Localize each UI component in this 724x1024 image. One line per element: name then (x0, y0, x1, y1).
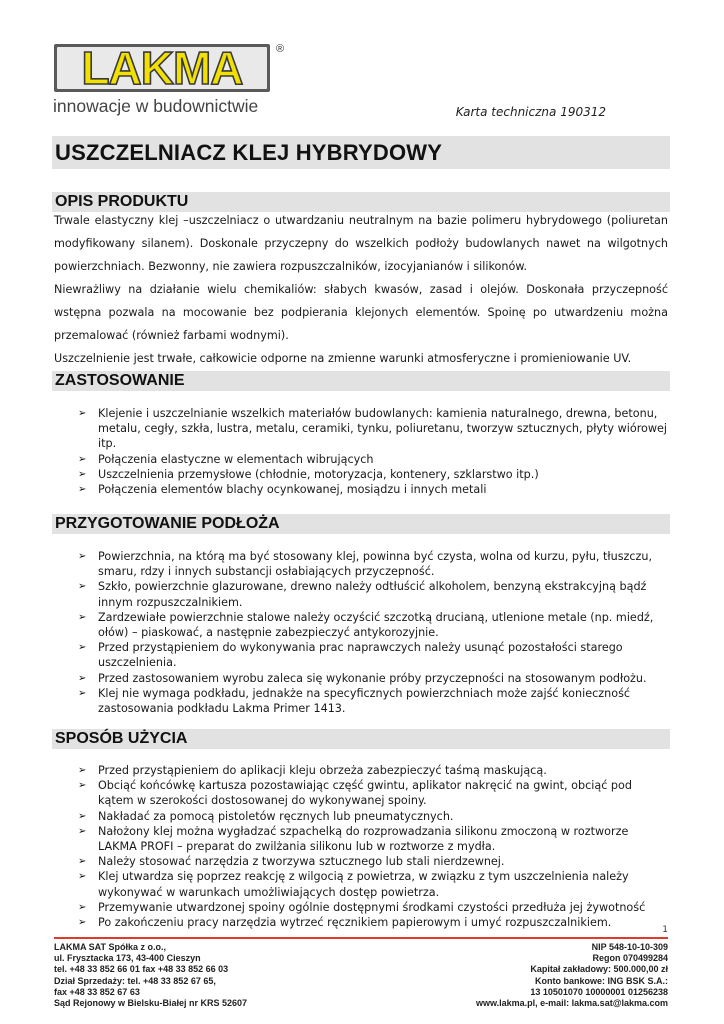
section-header-sposob (52, 729, 670, 749)
section-header-podloze (52, 514, 670, 534)
registration-info-line: Konto bankowe: ING BSK S.A.: (534, 975, 668, 986)
registration-info-line: 13 10501070 10000001 01256238 (530, 986, 668, 997)
section-header-zastosowanie (52, 371, 670, 391)
company-info-line: fax +48 33 852 67 63 (54, 986, 140, 997)
arrow-bullet-icon: ➢ (78, 871, 87, 883)
list-item: ➢ Połączenia elastyczne w elementach wibrujących (78, 452, 374, 466)
arrow-bullet-icon: ➢ (78, 408, 87, 419)
arrow-bullet-icon: ➢ (78, 468, 87, 480)
company-info-line: LAKMA SAT Spółka z o.o., (54, 942, 166, 952)
list-item: ➢ Przed przystąpieniem do aplikacji kleju obrzeża zabezpieczyć taśmą maskującą. (78, 764, 547, 777)
registered-mark: ® (276, 43, 285, 55)
title-band (52, 136, 670, 169)
company-info-line: tel. +48 33 852 66 01 fax +48 33 852 66 03 (54, 964, 229, 975)
section-title-opis: OPIS PRODUKTU (55, 193, 189, 210)
arrow-bullet-icon: ➢ (78, 484, 87, 496)
list-item: ➢ Przed zastosowaniem wyrobu zaleca się wykonanie próby przyczepności na stosowanym podłożu. (78, 671, 647, 685)
section-title-sposob: SPOSÓB UŻYCIA (55, 730, 188, 747)
section-title-zastosowanie: ZASTOSOWANIE (55, 372, 185, 389)
list-item: ➢ Obciąć końcówkę kartusza pozostawiając część gwintu, aplikator nakręcić na gwint, obciąć pod kątem w szerokości dostosowanej do wykonywanej spoiny. (78, 779, 632, 808)
description-paragraph: Uszczelnienie jest trwałe, całkowicie odporne na zmienne warunki atmosferyczne i promieniowanie UV. (54, 352, 632, 365)
list-item: ➢ Po zakończeniu pracy narzędzia wytrzeć ręcznikiem papierowym i umyć rozpuszczalnikiem. (78, 916, 612, 930)
product-description (54, 209, 668, 370)
usage-list (78, 763, 670, 930)
registration-info-line: Kapitał zakładowy: 500.000,00 zł (530, 964, 668, 975)
list-item: ➢ Zardzewiałe powierzchnie stalowe należy oczyścić szczotką drucianą, utlenione metale (np. miedź, ołów) – piaskować, a następnie zabezpieczyć antykorozyjnie. (78, 610, 654, 640)
arrow-bullet-icon: ➢ (78, 453, 87, 465)
description-paragraph: Trwale elastyczny klej –uszczelniacz o utwardzaniu neutralnym na bazie polimeru hybrydowego (poliuretan modyfikowany silanem). Doskonale przyczepny do wszelkich podłoży budowlanych nawet na wilgotnych powierzchniach. Bezwonny, nie zawiera rozpuszczalników, izocyjanianów i silikonów. (54, 214, 668, 273)
arrow-bullet-icon: ➢ (78, 901, 87, 913)
arrow-bullet-icon: ➢ (78, 687, 87, 699)
company-info-line: Dział Sprzedaży: tel. +48 33 852 67 65, (54, 975, 216, 986)
arrow-bullet-icon: ➢ (78, 581, 87, 593)
footer-divider (54, 937, 668, 939)
arrow-bullet-icon: ➢ (78, 765, 87, 776)
document-reference: Karta techniczna 190312 (455, 105, 606, 119)
arrow-bullet-icon: ➢ (78, 551, 87, 562)
arrow-bullet-icon: ➢ (78, 856, 87, 868)
list-item: ➢ Należy stosować narzędzia z tworzywa sztucznego lub stali nierdzewnej. (78, 855, 505, 869)
list-item: ➢ Klej nie wymaga podkładu, jednakże na specyficznych powierzchniach może zajść konieczność zastosowania podkładu Lakma Primer 1413. (78, 686, 631, 716)
arrow-bullet-icon: ➢ (78, 642, 87, 654)
logo-wordmark: LAKMA (81, 42, 243, 94)
list-item: ➢ Nałożony klej można wygładzać szpachelką do rozprowadzania silikonu zmoczoną w roztworze LAKMA PROFI – preparat do zwilżania silikonu lub w roztworze z mydła. (78, 824, 629, 854)
registration-info-line: Regon 070499284 (592, 953, 668, 964)
surface-prep-list (78, 549, 670, 716)
application-list (78, 406, 670, 497)
arrow-bullet-icon: ➢ (78, 780, 87, 792)
registration-info-line: NIP 548-10-10-309 (591, 942, 668, 952)
arrow-bullet-icon: ➢ (78, 825, 87, 837)
arrow-bullet-icon: ➢ (78, 810, 87, 822)
section-title-podloze: PRZYGOTOWANIE PODŁOŻA (55, 515, 280, 532)
list-item: ➢ Klejenie i uszczelnianie wszelkich materiałów budowlanych: kamienia naturalnego, drewna, betonu, metalu, cegły, szkła, lustra, metalu, ceramiki, tynku, poliuretanu, tworzyw sztucznych, płyty wiórowej itp. (78, 407, 668, 451)
arrow-bullet-icon: ➢ (78, 917, 87, 929)
list-item: ➢ Nakładać za pomocą pistoletów ręcznych lub pneumatycznych. (78, 809, 454, 823)
lakma-logo (52, 40, 288, 118)
website-email[interactable]: www.lakma.pl, e-mail: lakma.sat@lakma.com (475, 998, 668, 1009)
list-item: ➢ Przemywanie utwardzonej spoiny ogólnie dostępnymi środkami czystości przedłuża jej żywotność (78, 900, 646, 914)
arrow-bullet-icon: ➢ (78, 672, 87, 684)
list-item: ➢ Szkło, powierzchnie glazurowane, drewno należy odtłuścić alkoholem, benzyną ekstrakcyjną bądź innym rozpuszczalnikiem. (78, 580, 647, 609)
description-paragraph: Niewrażliwy na działanie wielu chemikaliów: słabych kwasów, zasad i olejów. Doskonała przyczepność wstępna pozwala na mocowanie bez podpierania klejonych elementów. Spoinę po utwardzeniu można przemalować (również farbami wodnymi). (54, 283, 668, 342)
list-item: ➢ Uszczelnienia przemysłowe (chłodnie, motoryzacja, kontenery, szklarstwo itp.) (78, 467, 539, 481)
company-info (54, 942, 247, 1009)
list-item: ➢ Powierzchnia, na którą ma być stosowany klej, powinna być czysta, wolna od kurzu, pyłu, tłuszczu, smaru, rdzy i innych substancji osłabiających przyczepność. (78, 550, 653, 579)
logo-tagline: innowacje w budownictwie (53, 96, 259, 116)
product-title: USZCZELNIACZ KLEJ HYBRYDOWY (55, 140, 443, 165)
registration-info (476, 942, 668, 1009)
page-number: 1 (662, 925, 668, 935)
list-item: ➢ Klej utwardza się poprzez reakcję z wilgocią z powietrza, w związku z tym uszczelnienia należy wykonywać w warunkach umożliwiających dostęp powietrza. (78, 870, 629, 899)
arrow-bullet-icon: ➢ (78, 611, 87, 623)
list-item: ➢ Przed przystąpieniem do wykonywania prac naprawczych należy usunąć pozostałości starego uszczelnienia. (78, 641, 623, 670)
company-info-line: ul. Frysztacka 173, 43-400 Cieszyn (54, 953, 201, 964)
list-item: ➢ Połączenia elementów blachy ocynkowanej, mosiądzu i innych metali (78, 483, 487, 497)
company-info-line: Sąd Rejonowy w Bielsku-Białej nr KRS 52607 (54, 998, 248, 1009)
